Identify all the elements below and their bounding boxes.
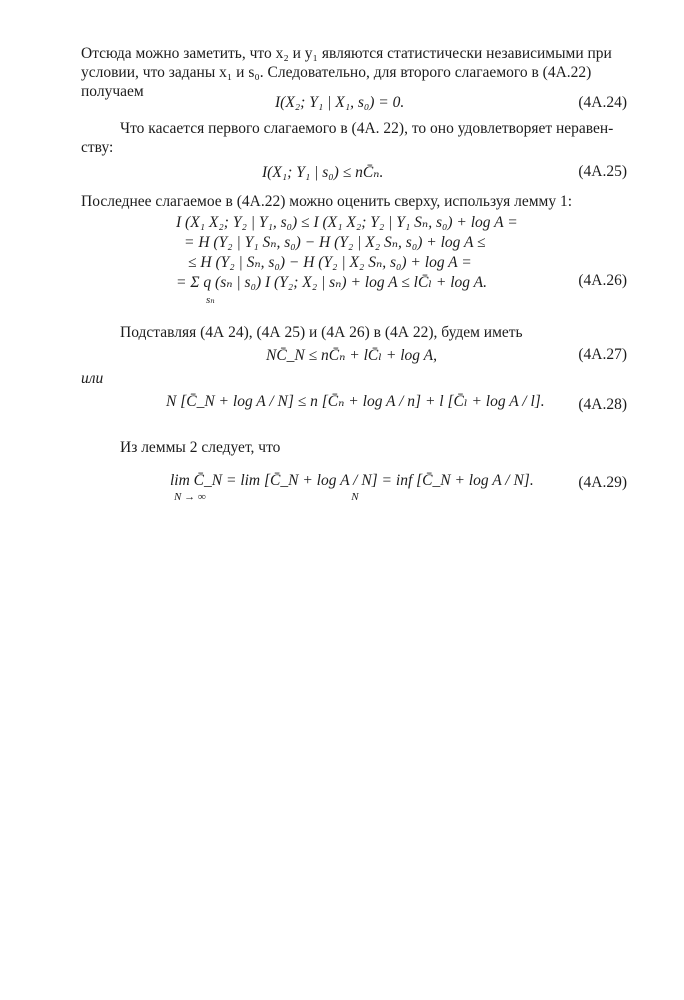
paragraph-2-line-2: ству: [81,139,114,156]
equation-4a26 [176,213,518,307]
paragraph-3-line-1: Последнее слагаемое в (4А.22) можно оценить сверху, используя лемму 1: [81,193,573,210]
equation-4a25-number: (4А.25) [578,163,627,180]
equation-4a28-number: (4А.28) [578,396,627,413]
equation-4a26-line-1: I (X₁ X₂; Y₂ | Y₁, s₀) ≤ I (X₁ X₂; Y₂ | Y₁ Sₙ, s₀) + log A = [176,214,518,231]
equation-4a29-subscripts [170,490,534,504]
equation-4a29-formula: lim C̄_N = lim [C̄_N + log A / N] = inf [C̄_N + log A / N]. [170,472,534,489]
equation-4a24-number: (4А.24) [578,94,627,111]
paragraph-1-line-2: условии, что заданы x₁ и s₀. Следовательно, для второго слагаемого в (4А.22) [81,64,592,81]
paragraph-3 [81,192,641,211]
word-ili: или [81,370,104,387]
paragraph-4 [120,323,523,342]
equation-4a29-lim-sub: N → ∞ [174,491,206,503]
equation-4a26-sum-index: sₙ [206,294,215,306]
paragraph-2-line-1: Что касается первого слагаемого в (4А. 22), то оно удовлетворяет неравен- [120,120,614,137]
paragraph-1-line-1: Отсюда можно заметить, что x₂ и y₁ являются статистически независимыми при [81,45,612,62]
equation-4a24-formula: I(X₂; Y₁ | X₁, s₀) = 0. [275,94,405,111]
equation-4a26-line-3: ≤ H (Y₂ | Sₙ, s₀) − H (Y₂ | X₂ Sₙ, s₀) + log A = [188,254,472,271]
equation-4a27-number: (4А.27) [578,346,627,363]
equation-4a27 [266,346,437,365]
equation-4a29-inf-sub: N [351,491,359,503]
equation-4a28 [166,392,545,411]
paragraph-2 [81,119,641,157]
paragraph-4-line-1: Подставляя (4А 24), (4А 25) и (4А 26) в (4А 22), будем иметь [120,324,523,341]
equation-4a29 [170,472,534,504]
equation-4a25 [262,163,383,182]
equation-4a29-number: (4А.29) [578,474,627,491]
paragraph-5-line-1: Из леммы 2 следует, что [120,439,281,456]
equation-4a26-line-2: = H (Y₂ | Y₁ Sₙ, s₀) − H (Y₂ | X₂ Sₙ, s₀) + log A ≤ [184,234,486,251]
equation-4a25-formula: I(X₁; Y₁ | s₀) ≤ nC̄ₙ. [262,164,384,181]
paragraph-1-line-3: получаем [81,83,144,100]
equation-4a28-formula: N [C̄_N + log A / N] ≤ n [C̄ₙ + log A / n] + l [C̄ₗ + log A / l]. [166,393,545,410]
equation-4a27-formula: NC̄_N ≤ nC̄ₙ + lC̄ₗ + log A, [266,347,437,364]
paragraph-5 [120,438,280,457]
paragraph-1 [81,44,641,101]
equation-4a24 [275,94,404,112]
equation-4a26-line-4: = Σ q (sₙ | s₀) I (Y₂; X₂ | sₙ) + log A ≤ lC̄ₗ + log A. [176,274,487,291]
equation-4a26-number: (4А.26) [578,272,627,289]
